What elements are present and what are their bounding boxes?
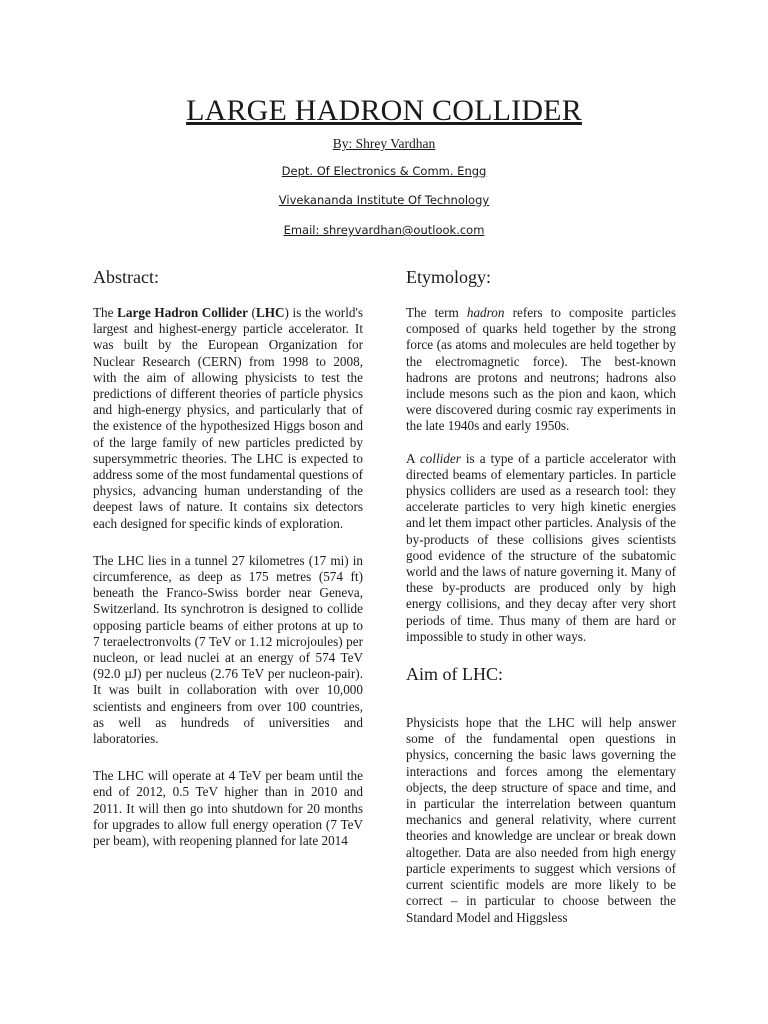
aim-heading: Aim of LHC: [406, 664, 503, 685]
author-line: By: Shrey Vardhan [332, 136, 436, 151]
etymology-paragraph-2: A collider is a type of a particle accelerator with directed beams of elementary particles. In particle physics colliders are used as a research tool: they accelerate particles to very high kinetic energies and let them impact other particles. Analysis of the by-products of these collisions gives scientists good evidence of the structure of the subatomic world and the laws of nature governing it. Many of these by-products are produced only by high energy collisions, and they decay after very short periods of time. Thus many of them are hard or impossible to study in other ways. [406, 450, 677, 644]
abstract-paragraph-3: The LHC will operate at 4 TeV per beam until the end of 2012, 0.5 TeV higher than in 2010 and 2011. It will then go into shutdown for 20 months for upgrades to allow full energy operation (7 TeV per beam), with reopening planned for late 2014 [93, 768, 363, 849]
aim-paragraph-1: Physicists hope that the LHC will help answer some of the fundamental open questions in physics, concerning the basic laws governing the interactions and forces among the elementary objects, the deep structure of space and time, and in particular the interrelation between quantum mechanics and general relativity, where current theories and knowledge are unclear or break down altogether. Data are also needed from high energy particle experiments to suggest which versions of current scientific models are more likely to be correct – in particular to choose between the Standard Model and Higgsless [406, 715, 676, 925]
term-collider: collider [419, 450, 461, 466]
abstract-paragraph-2: The LHC lies in a tunnel 27 kilometres (17 mi) in circumference, as deep as 175 metres (574 ft) beneath the Franco-Swiss border near Geneva, Switzerland. Its synchrotron is designed to collide opposing particle beams of either protons at up to 7 teraelectronvolts (7 TeV or 1.12 microjoules) per nucleon, or lead nuclei at an energy of 574 TeV (92.0 µJ) per nucleus (2.76 TeV per nucleon-pair). It was built in collaboration with over 10,000 scientists and engineers from over 100 countries, as well as hundreds of universities and laboratories. [93, 552, 363, 747]
abstract-paragraph-1: The Large Hadron Collider (LHC) is the world's largest and highest-energy particle accelerator. It was built by the European Organization for Nuclear Research (CERN) from 1998 to 2008, with the aim of allowing physicists to test the predictions of different theories of particle physics and high-energy physics, and particularly that of the existence of the hypothesized Higgs boson and of the large family of new particles predicted by supersymmetric theories. The LHC is expected to address some of the most fundamental questions of physics, advancing human understanding of the deepest laws of nature. It contains six detectors each designed for specific kinds of exploration. [93, 305, 363, 531]
left-column [93, 266, 363, 849]
etymology-paragraph-1: The term hadron refers to composite particles composed of quarks held together by the strong force (as atoms and molecules are held together by the electromagnetic force). The best-known hadrons are protons and neutrons; hadrons also include mesons such as the pion and kaon, which were discovered during cosmic ray experiments in the late 1940s and early 1950s. [406, 305, 676, 434]
term-hadron: hadron [466, 305, 505, 320]
email-line: Email: shreyvardhan@outlook.com [283, 223, 485, 237]
etymology-heading: Etymology: [406, 267, 491, 287]
institute-line: Vivekananda Institute Of Technology [278, 193, 490, 207]
paper-title: LARGE HADRON COLLIDER [186, 94, 582, 127]
department-line: Dept. Of Electronics & Comm. Engg [281, 164, 487, 178]
term-lhc: LHC [255, 305, 285, 320]
right-column [406, 266, 676, 926]
abstract-heading: Abstract: [93, 267, 159, 287]
term-large-hadron-collider: Large Hadron Collider [117, 305, 248, 320]
